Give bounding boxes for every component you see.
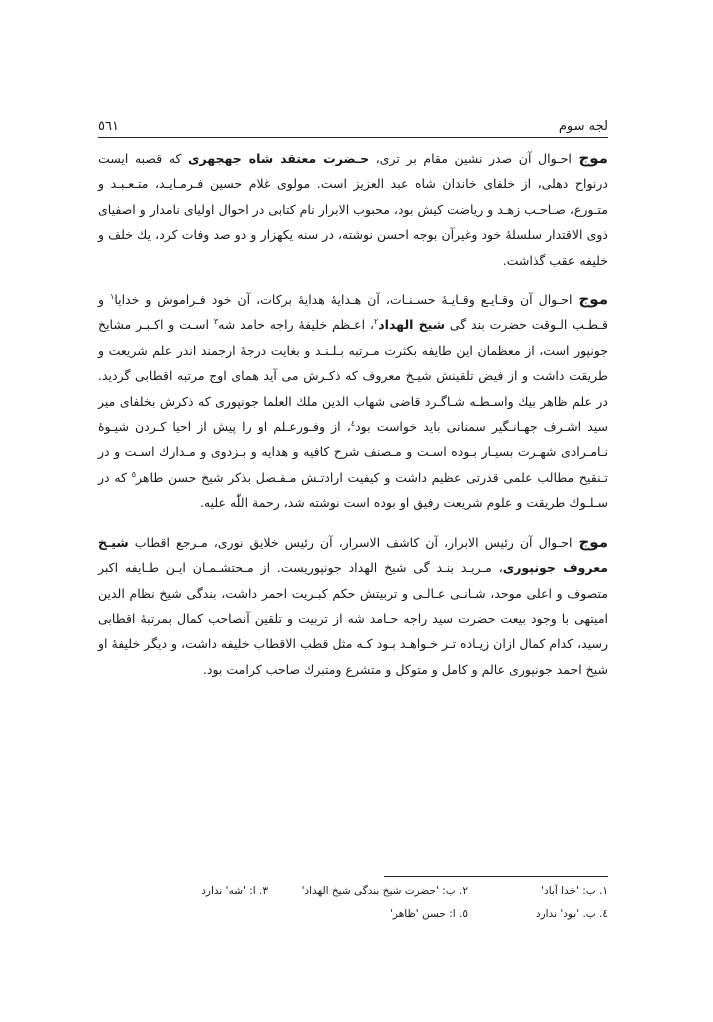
- text-run: احـوال آن صدر نشین مقام بر تری،: [369, 151, 579, 166]
- page-number: ٥٦١: [98, 119, 119, 134]
- footnote-ref: ٣: [213, 317, 219, 327]
- footnotes: [98, 880, 608, 926]
- footnote-4: ٤. ب. 'بود' ندارد: [535, 908, 608, 920]
- text-run: و قـطـب الـوقت حضرت بند گی: [98, 292, 608, 333]
- running-header: [98, 106, 608, 134]
- footnote-5: ٥. ا: حسن 'ظاهر': [390, 908, 468, 920]
- text-run: ، از وفـورعـلم او را پیش از احیا کـردن شیـوهٔ نـامـرادی شهـرت بسیـار بـوده اسـت و مـصنف شرح کافیه و هدایه و بـزدوی و مـدارك اسـت و در تـنقیح مطالب علمی قدرتی عظیم داشت و کیفیت ارادتـش مـفـصل بذکر شیخ حسن طاهر: [98, 419, 609, 485]
- footnote-3: ٣. ا: 'شه' ندارد: [201, 885, 268, 897]
- chapter-title: لجه سوم: [558, 119, 608, 134]
- text-run: که قصبه ایست درنواح دهلی، از خلفای خاندان شاه عبد العزیز است. مولوی غلام حسین فـرمـایـد، متـعـبـد و متـورع، صـاحـب زهـد و ریاضت کیش بود، محبوب الابرار نام کتابی در احوال اولیای نامدار و اصفیای ذوی الاقتدار سلسلهٔ خود وغیرآن بوجه احسن نوشته، در سنه یکهزار و دو صد وفات کرد، یك خلف و خلیفه عقب گذاشت.: [98, 151, 608, 268]
- person-name-bold: شیخ الهداد: [378, 317, 446, 333]
- text-run: که در سـلـوك طریقت و علوم شریعت رفیق او بوده است نوشته شد، رحمة اللّٰه علیه.: [98, 469, 608, 511]
- header-divider: [98, 137, 608, 138]
- text-run: اسـت و اکـبـر مشایخ جونپور است، از معظمان این طایفه بکثرت مـرتبه بـلـنـد و بغایت درجهٔ ارجمند اندر علم شریعت و طریقت داشت و از فیض تلقینش شیـخ معروف که ذکـرش می آید همای اوج مرتبه اقطابی گردید. در علم ظاهر بیك واسـطـه شـاگـرد قاضی شهاب الدین ملك العلما جونپوری که ذکرش بخلفای میر سید اشـرف جهـانـگیر سمنانی باید خواست بود: [98, 317, 609, 435]
- text-run: ، اعـظم خلیفهٔ راجه حامد شه: [218, 317, 374, 333]
- footnote-ref: ٤: [350, 418, 356, 428]
- footnote-ref: ٥: [131, 469, 137, 479]
- person-name-bold: حـضرت معتقد شاه جهجهری: [188, 151, 370, 166]
- paragraph-head-word: موج: [578, 532, 608, 551]
- text-run: ، مـریـد بنـد گی شیخ الهداد جونپوریست. از مـحتشـمـان ایـن طـایفه اکبر متصوف و اعلی موحد، شـانـی عـالـی و تربیتش حکم کبـریت احمر داشت، بندگی شیخ نظام الدین امیتهی با وجود بیعت حضرت سید راجه حـامد شه از تربیت و تلقین آنصاحب کمال بمرتبهٔ اقطابی رسید، کدام کمال ازان زیـاده تـر خـواهـد بـود کـه مثل قطب الاقطاب خلیفه داشت، و دیگر خلیفهٔ او شیخ احمد جونپوری عالم و کامل و متوکل و متشرع ومتبرك صاحب کرامت بود.: [98, 560, 608, 677]
- paragraph-head-word: موج: [578, 290, 608, 309]
- footnote-row: [98, 880, 608, 903]
- paragraph-1: [98, 146, 608, 273]
- paragraph-2: [98, 287, 608, 516]
- person-name-bold: شیـخ معروف جونپوری: [98, 534, 608, 576]
- footnote-row: [98, 903, 608, 926]
- text-run: احـوال آن رئیس الابرار، آن کاشف الاسرار، آن رئیس خلایق نوری، مـرجع اقطاب: [128, 534, 579, 550]
- footnote-ref: ٢: [373, 317, 379, 327]
- text-run: احـوال آن وقـایـع وقـایـهٔ حسـنـات، آن هـدایهٔ هدایهٔ برکات، آن خود فـراموش و خدایا: [114, 292, 579, 308]
- footnote-ref: ١: [110, 291, 115, 301]
- footnote-1: ١. ب: 'خدا آباد': [541, 885, 608, 897]
- main-text: [98, 146, 608, 682]
- paragraph-3: [98, 530, 608, 682]
- footnote-2: ٢. ب: 'حضرت شیخ بندگی شیخ الهداد': [301, 885, 468, 897]
- footnote-divider: [384, 876, 608, 877]
- paragraph-head-word: موج: [578, 149, 608, 167]
